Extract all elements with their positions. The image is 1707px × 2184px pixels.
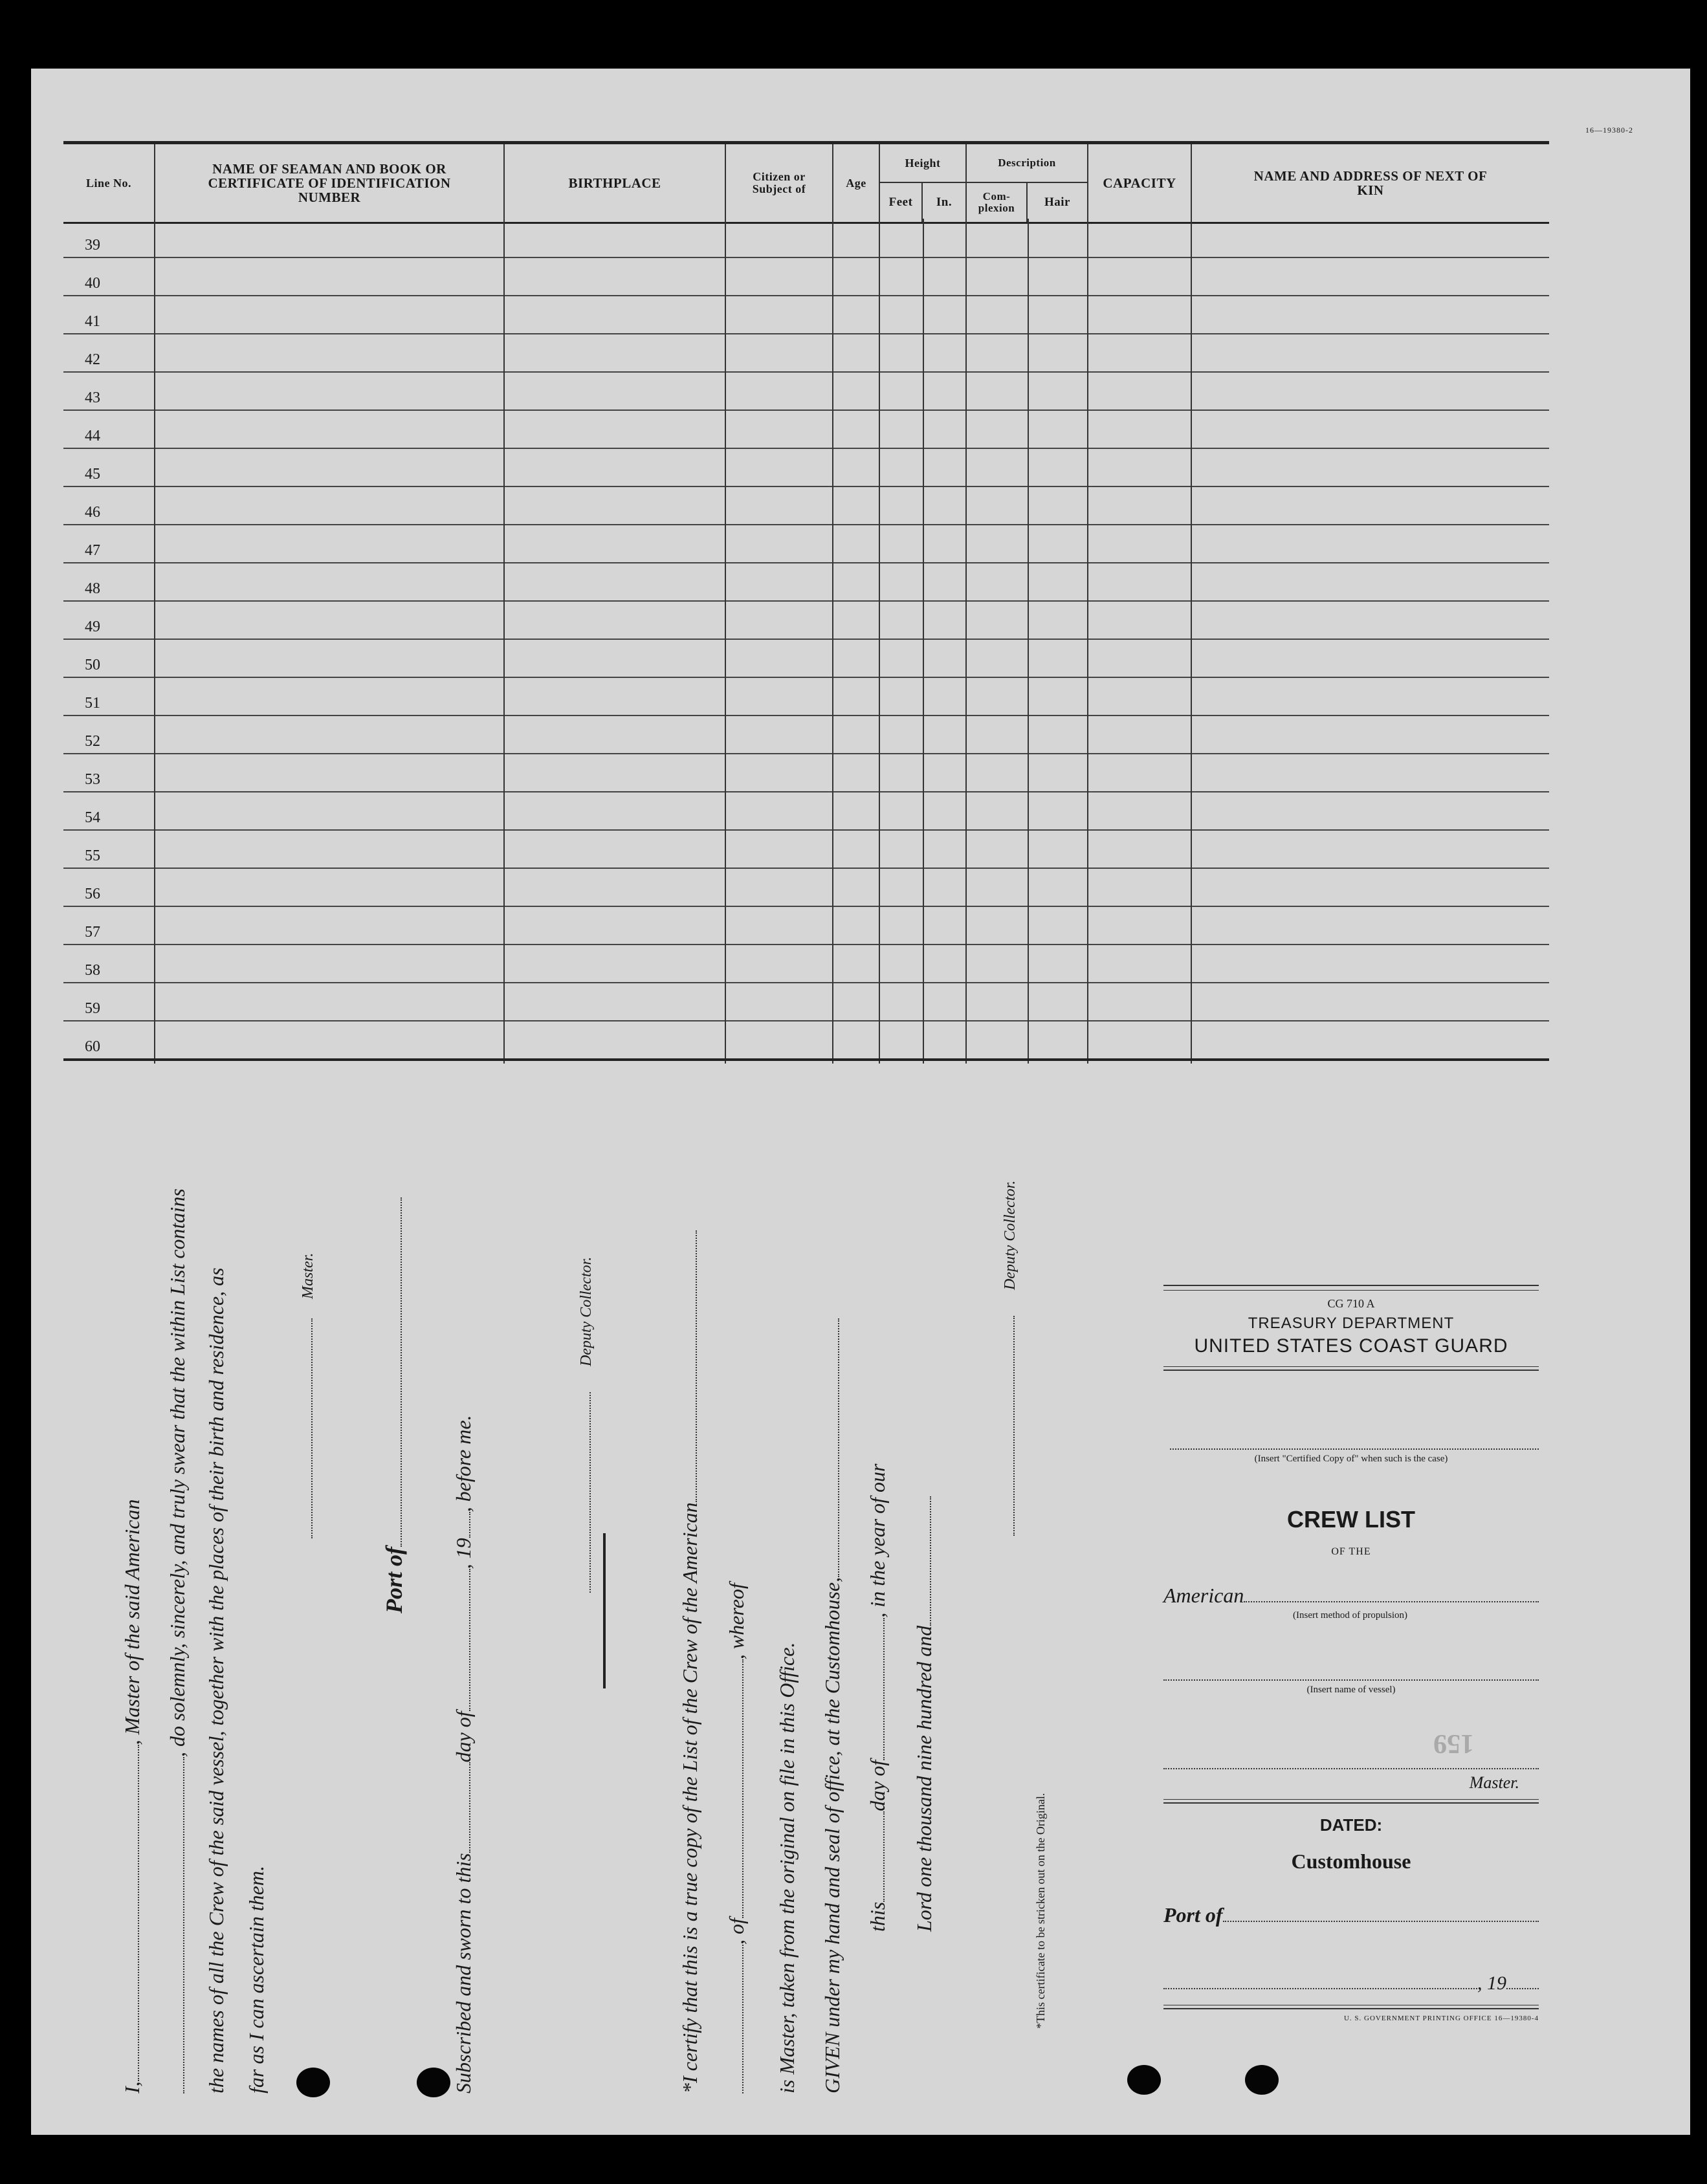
oath-master-label: Master. [300, 1252, 316, 1299]
col-divider [832, 219, 833, 1064]
table-row [63, 715, 1549, 754]
table-row [63, 600, 1549, 640]
panel-code: CG 710 A [1327, 1297, 1375, 1310]
subscribed-c: , 19 [452, 1538, 475, 1569]
oath-port-label: Port of [381, 1547, 407, 1613]
cert-c5a: this [866, 1901, 889, 1932]
oath-l1a: I, [120, 2081, 144, 2093]
panel-title: CREW LIST [1287, 1506, 1415, 1533]
table-row [63, 257, 1549, 296]
header-height: Height [880, 144, 965, 183]
cert-c6: Lord one thousand nine hundred and [912, 1625, 936, 1932]
table-header [63, 141, 1549, 224]
table-row [63, 944, 1549, 983]
col-divider [1191, 219, 1192, 1064]
line-number: 41 [85, 313, 100, 330]
line-number: 59 [85, 1000, 100, 1017]
punch-hole [296, 2068, 330, 2097]
header-line-no: Line No. [63, 144, 155, 222]
vessel-name-blank [1163, 1679, 1539, 1681]
table-row [63, 868, 1549, 907]
table-row [63, 677, 1549, 716]
header-hair: Hair [1044, 195, 1070, 210]
insert-propulsion-note: (Insert method of propulsion) [1293, 1610, 1408, 1621]
certified-copy-blank [1170, 1448, 1539, 1450]
panel-year-blank [1506, 1987, 1539, 1989]
line-number: 53 [85, 771, 100, 788]
cert-deputy [1002, 1181, 1019, 1536]
header-next-of-kin: NAME AND ADDRESS OF NEXT OF KIN [1253, 168, 1488, 198]
panel-port-line [1163, 1903, 1539, 1927]
cert-c5c: , in the year of our [866, 1463, 889, 1618]
header-description-group [967, 144, 1088, 222]
oath-port [380, 1197, 408, 1613]
crew-list-form [31, 69, 1690, 2135]
line-number: 45 [85, 466, 100, 483]
cert-line-5 [866, 1463, 890, 1932]
table-row [63, 371, 1549, 411]
panel-rule-2 [1163, 1799, 1539, 1804]
col-divider [1028, 219, 1029, 1064]
header-citizen: Citizen or Subject of [726, 144, 833, 222]
table-row [63, 791, 1549, 831]
panel-date-line [1163, 1972, 1539, 1994]
oath-line-4: far as I can ascertain them. [245, 1866, 268, 2093]
col-divider [965, 219, 967, 1064]
table-row [63, 486, 1549, 525]
table-row [63, 219, 1549, 258]
table-row [63, 562, 1549, 602]
col-divider [879, 219, 880, 1064]
stamp-number: 159 [1433, 1729, 1474, 1758]
header-height-group [880, 144, 967, 222]
oath-line-3: the names of all the Crew of the said vessel, together with the places of their birth and residence, as [204, 1267, 228, 2093]
line-number: 57 [85, 924, 100, 941]
oath-line-2 [166, 1188, 190, 2093]
oath-l1b: , Master of the said American [120, 1499, 144, 1745]
line-number: 58 [85, 962, 100, 979]
cert-footnote: *This certificate to be stricken out on the Original. [1034, 1793, 1047, 2029]
col-divider [503, 219, 505, 1064]
oath-deputy [578, 1257, 595, 1593]
panel-bottom-rule [1163, 2005, 1539, 2009]
table-row [63, 982, 1549, 1021]
oath-l2: , do solemnly, sincerely, and truly swear that the within List contains [166, 1188, 189, 1757]
table-row [63, 1020, 1549, 1060]
panel-dept: TREASURY DEPARTMENT [1248, 1315, 1455, 1332]
cert-c5b: day of [866, 1760, 889, 1811]
panel-year: , 19 [1477, 1972, 1506, 1994]
line-number: 60 [85, 1038, 100, 1055]
col-divider [1087, 219, 1088, 1064]
line-number: 47 [85, 542, 100, 559]
section-divider [603, 1533, 606, 1688]
oath-deputy-label: Deputy Collector. [578, 1256, 595, 1366]
table-row [63, 333, 1549, 373]
header-capacity: CAPACITY [1088, 144, 1192, 222]
american-line [1163, 1584, 1539, 1608]
line-number: 39 [85, 237, 100, 254]
panel-rule [1163, 1366, 1539, 1371]
cert-c1: *I certify that this is a true copy of the List of the Crew of the American [678, 1502, 701, 2093]
panel-port-label: Port of [1163, 1903, 1223, 1927]
table-row [63, 295, 1549, 334]
line-number: 40 [85, 275, 100, 292]
line-number: 52 [85, 733, 100, 750]
line-number: 56 [85, 886, 100, 902]
punch-hole [1127, 2065, 1161, 2095]
header-feet: Feet [880, 183, 923, 222]
cert-line-4 [820, 1318, 844, 2093]
cert-line-1 [678, 1230, 702, 2093]
table-bottom-rule [63, 1058, 1549, 1061]
panel-top-rule [1163, 1285, 1539, 1291]
panel-port-blank [1223, 1920, 1539, 1922]
cert-c2b: , whereof [725, 1583, 748, 1660]
header-name: NAME OF SEAMAN AND BOOK OR CERTIFICATE OF IDENTIFICATION NUMBER [155, 144, 505, 222]
table-row [63, 410, 1549, 449]
cert-line-6 [912, 1496, 936, 1932]
col-divider [923, 219, 924, 1064]
cert-c2a: , of [725, 1918, 748, 1945]
header-complexion: Com-plexion [967, 183, 1028, 222]
subscribed-b: day of [452, 1711, 475, 1763]
subscribed-a: Subscribed and sworn to this [452, 1853, 475, 2093]
oath-subscribed [452, 1415, 476, 2093]
line-number: 42 [85, 351, 100, 368]
table-row [63, 639, 1549, 678]
crew-list-cover-panel [1163, 1285, 1539, 2022]
insert-vessel-note: (Insert name of vessel) [1306, 1685, 1396, 1695]
header-age: Age [833, 144, 880, 222]
col-divider [725, 219, 726, 1064]
col-divider [154, 219, 155, 1064]
panel-printer: U. S. GOVERNMENT PRINTING OFFICE 16—19380-4 [1343, 2015, 1539, 2022]
american-label: American [1163, 1584, 1244, 1607]
panel-of-the: OF THE [1331, 1546, 1371, 1557]
form-number-top: 16—19380-2 [1585, 126, 1633, 135]
oath-line-1 [120, 1500, 144, 2093]
line-number: 55 [85, 847, 100, 864]
master-blank [1163, 1768, 1539, 1769]
punch-hole [1245, 2065, 1279, 2095]
header-description: Description [967, 144, 1087, 183]
line-number: 44 [85, 428, 100, 444]
table-row [63, 524, 1549, 563]
cert-c4a: GIVEN under my hand and seal of office, at the Customhouse, [820, 1577, 844, 2093]
panel-date-blank [1163, 1987, 1477, 1989]
cert-line-3: is Master, taken from the original on file in this Office. [775, 1642, 798, 2093]
panel-master: Master. [1469, 1773, 1519, 1792]
line-number: 46 [85, 504, 100, 521]
line-number: 54 [85, 809, 100, 826]
table-row [63, 448, 1549, 487]
table-row [63, 906, 1549, 945]
line-number: 49 [85, 618, 100, 635]
insert-certified-note: (Insert "Certified Copy of" when such is the case) [1254, 1454, 1448, 1464]
header-inches: In. [936, 195, 953, 210]
subscribed-d: , before me. [452, 1415, 475, 1512]
line-number: 43 [85, 389, 100, 406]
header-birthplace: BIRTHPLACE [505, 144, 726, 222]
line-number: 51 [85, 695, 100, 712]
table-row [63, 753, 1549, 792]
line-number: 50 [85, 657, 100, 673]
oath-master [300, 1253, 317, 1538]
panel-dated: DATED: [1319, 1815, 1383, 1835]
american-blank [1244, 1600, 1539, 1602]
panel-customhouse: Customhouse [1291, 1850, 1411, 1873]
cert-line-2 [725, 1583, 749, 2093]
panel-agency: UNITED STATES COAST GUARD [1194, 1335, 1508, 1357]
line-number: 48 [85, 580, 100, 597]
punch-hole [417, 2068, 450, 2097]
cert-deputy-label: Deputy Collector. [1002, 1180, 1019, 1290]
table-row [63, 829, 1549, 869]
